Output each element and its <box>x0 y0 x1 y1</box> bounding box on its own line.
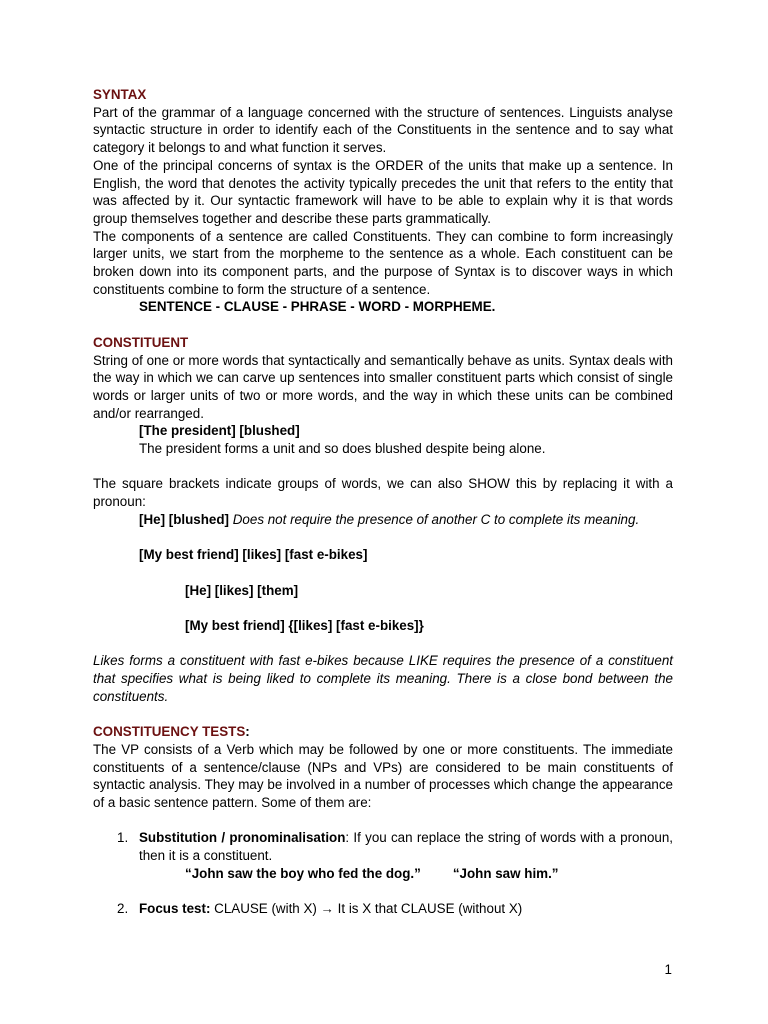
list-item-label: Focus test: <box>139 901 211 917</box>
substitution-quote-original: “John saw the boy who fed the dog.” <box>185 865 421 881</box>
syntax-paragraph-3: The components of a sentence are called Constituents. They can combine to form increasingly larger units, we start from the morpheme to the sentence as a whole. Each constituent can be broken down into its component parts, and the purpose of Syntax is to discover ways in which constituents combine to form the structure of a sentence. <box>93 228 673 297</box>
constituency-tests-paragraph: The VP consists of a Verb which may be followed by one or more constituents. The immediate constituents of a sentence/clause (NPs and VPs) are considered to be main constituents of syntactic analysis. They may be involved in a number of processes which change the appearance of a basic sentence pattern. Some of them are: <box>93 741 673 811</box>
page-number: 1 <box>664 962 672 977</box>
constituency-tests-heading <box>93 723 673 741</box>
list-item-number: 1. <box>117 830 129 846</box>
list-item-text: CLAUSE (with X) → It is X that CLAUSE (without X) <box>210 901 523 917</box>
substitution-quote-pronoun: “John saw him.” <box>452 865 559 881</box>
constituent-paragraph-3: Likes forms a constituent with fast e-bikes because LIKE requires the presence of a constituent that specifies what is being liked to complete its meaning. There is a close bond between the constituents. <box>93 653 673 704</box>
example-he-blushed-note: Does not require the presence of another C to complete its meaning. <box>232 511 640 527</box>
constituency-tests-heading-colon: : <box>245 724 250 740</box>
list-item-number: 2. <box>117 901 129 917</box>
example-he-blushed: [He] [blushed] <box>139 511 230 527</box>
example-he-likes-them: [He] [likes] [them] <box>185 582 299 598</box>
list-item-label: Substitution / pronominalisation <box>139 830 346 846</box>
example-president-note: The president forms a unit and so does blushed despite being alone. <box>139 441 546 457</box>
example-best-friend-braced: [My best friend] {[likes] [fast e-bikes]} <box>185 618 424 634</box>
constituency-tests-heading-text: CONSTITUENCY TESTS <box>93 724 246 740</box>
syntax-paragraph-2: One of the principal concerns of syntax is the ORDER of the units that make up a sentence. In English, the word that denotes the activity typically precedes the unit that refers to the entity that was affected by it. Our syntactic framework will have to be able to explain why it is that words group themselves together and describe these parts grammatically. <box>93 157 673 226</box>
syntax-paragraph-1: Part of the grammar of a language concerned with the structure of sentences. Linguists analyse syntactic structure in order to identify each of the Constituents in the sentence and to say what category it belongs to and what function it serves. <box>93 104 673 156</box>
example-best-friend: [My best friend] [likes] [fast e-bikes] <box>139 547 368 563</box>
constituent-heading: CONSTITUENT <box>93 334 189 350</box>
page-content <box>93 86 673 918</box>
constituent-paragraph-2: The square brackets indicate groups of words, we can also SHOW this by replacing it with a pronoun: <box>93 476 673 510</box>
list-item <box>93 829 673 864</box>
list-item <box>93 900 673 918</box>
constituent-hierarchy: SENTENCE - CLAUSE - PHRASE - WORD - MORPHEME. <box>139 299 496 315</box>
syntax-heading: SYNTAX <box>93 87 147 102</box>
constituent-paragraph-1: String of one or more words that syntactically and semantically behave as units. Syntax deals with the way in which we can carve up sentences into smaller constituent parts which consist of single words or larger units of two or more words, and the way in which these units can be combined and/or rearranged. <box>93 352 673 421</box>
substitution-example <box>93 865 673 883</box>
example-he-blushed-line <box>93 511 673 529</box>
example-president: [The president] [blushed] <box>139 423 300 439</box>
list-item-text: : If you can replace the string of words with a pronoun, then it is a constituent. <box>139 830 674 864</box>
